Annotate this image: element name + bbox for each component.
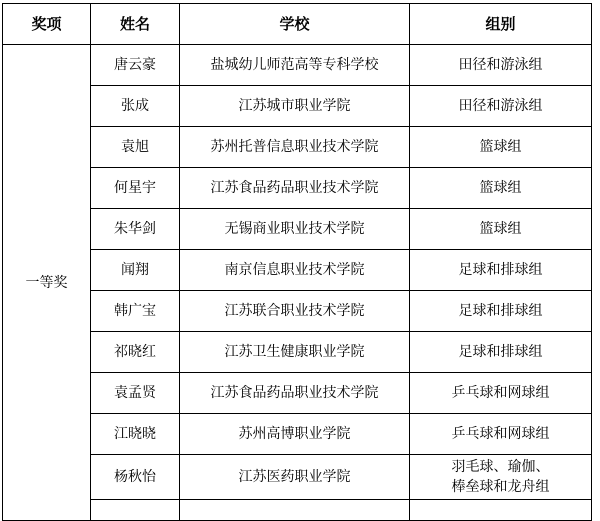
group-cell <box>410 45 592 86</box>
table-row <box>3 373 592 414</box>
group-cell <box>410 168 592 209</box>
partial-cell <box>91 500 180 521</box>
header-name: 姓名 <box>91 4 180 45</box>
group-line: 足球和排球组 <box>458 344 543 360</box>
group-cell <box>410 209 592 250</box>
name-cell: 祁晓红 <box>91 332 180 373</box>
group-line: 乒乓球和网球组 <box>451 385 550 401</box>
group-line: 篮球组 <box>479 180 522 196</box>
name-cell: 江晓晓 <box>91 414 180 455</box>
group-cell <box>410 86 592 127</box>
table-row <box>3 250 592 291</box>
name-cell: 闻翔 <box>91 250 180 291</box>
group-cell <box>410 414 592 455</box>
school-cell: 江苏卫生健康职业学院 <box>180 332 410 373</box>
group-line: 羽毛球、瑜伽、 <box>451 459 550 475</box>
group-cell <box>410 332 592 373</box>
table-row-partial <box>3 500 592 521</box>
table-row <box>3 45 592 86</box>
group-line: 足球和排球组 <box>458 303 543 319</box>
group-line: 乒乓球和网球组 <box>451 426 550 442</box>
table-row <box>3 291 592 332</box>
table-row <box>3 86 592 127</box>
header-award: 奖项 <box>3 4 91 45</box>
group-line: 足球和排球组 <box>458 262 543 278</box>
table-row <box>3 455 592 500</box>
table-header-row <box>3 4 592 45</box>
awards-table-container <box>2 3 592 521</box>
group-line: 田径和游泳组 <box>458 98 543 114</box>
name-cell: 何星宇 <box>91 168 180 209</box>
school-cell: 苏州托普信息职业技术学院 <box>180 127 410 168</box>
group-line: 田径和游泳组 <box>458 57 543 73</box>
group-line: 棒垒球和龙舟组 <box>451 479 550 495</box>
school-cell: 盐城幼儿师范高等专科学校 <box>180 45 410 86</box>
school-cell: 江苏食品药品职业技术学院 <box>180 168 410 209</box>
name-cell: 袁旭 <box>91 127 180 168</box>
school-cell: 江苏城市职业学院 <box>180 86 410 127</box>
group-cell <box>410 455 592 500</box>
name-cell: 张成 <box>91 86 180 127</box>
awards-table <box>2 3 592 521</box>
header-school: 学校 <box>180 4 410 45</box>
name-cell: 朱华剑 <box>91 209 180 250</box>
name-cell: 袁孟贤 <box>91 373 180 414</box>
group-line: 篮球组 <box>479 221 522 237</box>
table-row <box>3 168 592 209</box>
school-cell: 江苏医药职业学院 <box>180 455 410 500</box>
header-group: 组别 <box>410 4 592 45</box>
table-row <box>3 209 592 250</box>
group-line: 篮球组 <box>479 139 522 155</box>
group-cell <box>410 291 592 332</box>
table-row <box>3 127 592 168</box>
group-cell <box>410 127 592 168</box>
partial-cell <box>180 500 410 521</box>
partial-cell <box>410 500 592 521</box>
name-cell: 杨秋怡 <box>91 455 180 500</box>
school-cell: 江苏联合职业技术学院 <box>180 291 410 332</box>
group-cell <box>410 373 592 414</box>
table-row <box>3 414 592 455</box>
name-cell: 唐云豪 <box>91 45 180 86</box>
group-cell <box>410 250 592 291</box>
school-cell: 无锡商业职业技术学院 <box>180 209 410 250</box>
school-cell: 南京信息职业技术学院 <box>180 250 410 291</box>
table-row <box>3 332 592 373</box>
award-level-cell: 一等奖 <box>3 45 91 521</box>
name-cell: 韩广宝 <box>91 291 180 332</box>
school-cell: 江苏食品药品职业技术学院 <box>180 373 410 414</box>
school-cell: 苏州高博职业学院 <box>180 414 410 455</box>
